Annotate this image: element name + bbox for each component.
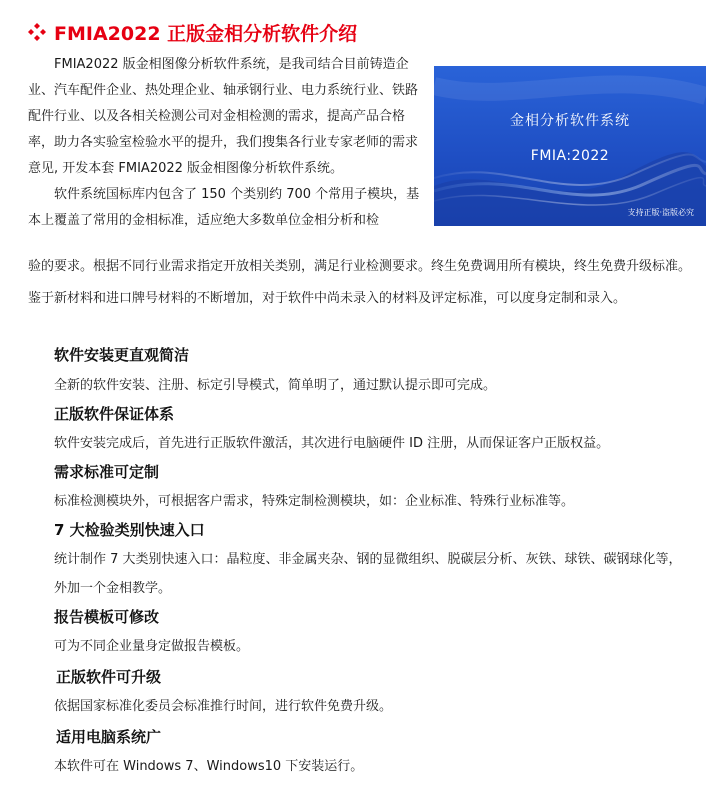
section-heading-custom: 需求标准可定制 <box>54 463 160 481</box>
section-body-genuine: 软件安装完成后，首先进行正版软件激活，其次进行电脑硬件 ID 注册，从而保证客户正版权益。 <box>54 436 610 451</box>
intro-paragraph-2: 软件系统国标库内包含了 150 个类别约 700 个常用子模块，基本上覆盖了常用的金相标准，适应绝大多数单位金相分析和检 <box>28 187 420 228</box>
section-heading-genuine: 正版软件保证体系 <box>54 405 175 423</box>
section-body-report: 可为不同企业量身定做报告模板。 <box>54 639 250 654</box>
section-heading-systems: 适用电脑系统广 <box>56 728 162 746</box>
section-body-install: 全新的软件安装、注册、标定引导模式，简单明了，通过默认提示即可完成。 <box>54 378 497 393</box>
section-body-categories: 统计制作 7 大类别快速入口：晶粒度、非金属夹杂、钢的显微组织、脱碳层分析、灰铁、球铁、碳钢球化等，外加一个金相教学。 <box>54 552 682 596</box>
intro-paragraph-3: 鉴于新材料和进口牌号材料的不断增加，对于软件中尚未录入的材料及评定标准，可以度身定制和录入。 <box>28 291 627 306</box>
banner-title: 金相分析软件系统 <box>510 113 630 129</box>
banner-version: FMIA:2022 <box>530 148 610 164</box>
banner-note: 支持正版·盗版必究 <box>627 208 694 217</box>
intro-paragraph-1: FMIA2022 版金相图像分析软件系统，是我司结合目前铸造企业、汽车配件企业、热处理企业、轴承钢行业、电力系统行业、铁路配件行业、以及各相关检测公司对金相检测的需求，提高产品合格率，助力各实验室检验水平的提升，我们搜集各行业专家老师的需求意见, 开发本套 FMIA2022 版金相图像分析软件系统。 <box>28 57 419 176</box>
section-body-custom: 标准检测模块外，可根据客户需求，特殊定制检测模块，如：企业标准、特殊行业标准等。 <box>54 494 575 509</box>
section-heading-upgrade: 正版软件可升级 <box>56 668 162 686</box>
section-heading-categories: 7 大检验类别快速入口 <box>54 521 205 539</box>
page-title <box>28 18 357 46</box>
intro-text <box>28 52 428 234</box>
product-banner-image <box>434 66 706 226</box>
section-body-upgrade: 依据国家标准化委员会标准推行时间，进行软件免费升级。 <box>54 699 393 714</box>
section-body-systems: 本软件可在 Windows 7、Windows10 下安装运行。 <box>54 759 364 774</box>
banner-wave-graphic <box>434 66 706 226</box>
intro-continued <box>28 254 700 312</box>
diamond-bullet-icon <box>28 23 46 41</box>
page-title-text: FMIA2022 正版金相分析软件介绍 <box>54 22 358 45</box>
section-heading-install: 软件安装更直观简洁 <box>54 346 190 364</box>
intro-paragraph-2-continued: 验的要求。根据不同行业需求指定开放相关类别，满足行业检测要求。终生免费调用所有模块，终生免费升级标准。 <box>28 259 692 274</box>
section-heading-report: 报告模板可修改 <box>54 608 160 626</box>
